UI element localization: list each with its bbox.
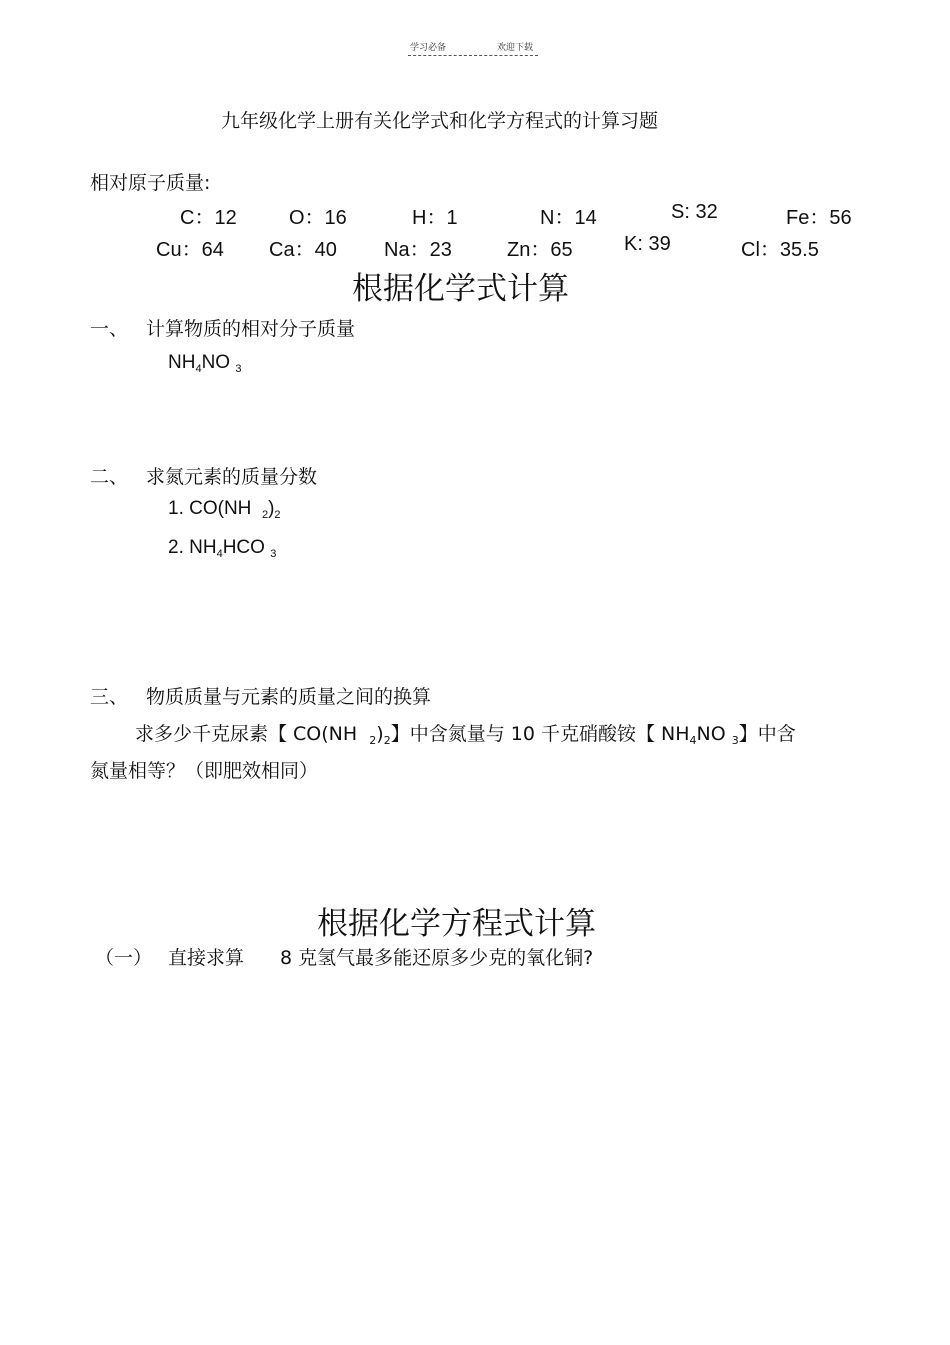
- atomic-mass-cl: Cl：35.5: [741, 239, 819, 261]
- atomic-mass-label: 相对原子质量:: [90, 172, 211, 194]
- atomic-mass-h: H：1: [412, 207, 458, 229]
- atomic-mass-o: O：16: [289, 207, 347, 229]
- atomic-mass-cu: Cu：64: [156, 239, 224, 261]
- section-heading-equation: 根据化学方程式计算: [317, 906, 596, 942]
- equation-question-1-label: 直接求算: [168, 947, 245, 969]
- atomic-mass-k: K: 39: [624, 233, 671, 255]
- question-3-text: 物质质量与元素的质量之间的换算: [146, 686, 432, 708]
- atomic-mass-n: N：14: [540, 207, 597, 229]
- equation-question-1-text: 8 克氢气最多能还原多少克的氧化铜?: [280, 947, 594, 969]
- question-3-line-1: 求多少千克尿素【 CO(NH $_2)_2$】中含氮量与 10 千克硝酸铵【 $NH_4NO$ $_3$】中含: [135, 723, 796, 747]
- header-left-text: 学习必备: [410, 43, 447, 53]
- formula-urea: 1. CO(NH $_2)_2$: [168, 498, 281, 521]
- document-title: 九年级化学上册有关化学式和化学方程式的计算习题: [221, 110, 659, 132]
- header-right-text: 欢迎下载: [497, 43, 534, 53]
- question-3-line-2: 氮量相等？（即肥效相同）: [90, 760, 319, 782]
- atomic-mass-fe: Fe：56: [786, 207, 852, 229]
- section-heading-formula: 根据化学式计算: [352, 271, 569, 307]
- atomic-mass-ca: Ca：40: [269, 239, 337, 261]
- atomic-mass-s: S: 32: [671, 201, 718, 223]
- atomic-mass-zn: Zn：65: [507, 239, 573, 261]
- formula-nh4no3: $NH_4NO$ $_3$: [168, 352, 242, 375]
- question-3-number: 三、: [90, 686, 129, 708]
- header-divider: [408, 55, 538, 56]
- formula-nh4hco3: 2. $NH_4HCO$ $_3$: [168, 537, 277, 560]
- question-1-number: 一、: [90, 318, 129, 340]
- equation-question-1-number: （一）: [95, 947, 153, 969]
- question-2-text: 求氮元素的质量分数: [146, 466, 318, 488]
- atomic-mass-na: Na：23: [384, 239, 452, 261]
- atomic-mass-c: C：12: [180, 207, 237, 229]
- question-1-text: 计算物质的相对分子质量: [146, 318, 356, 340]
- question-2-number: 二、: [90, 466, 129, 488]
